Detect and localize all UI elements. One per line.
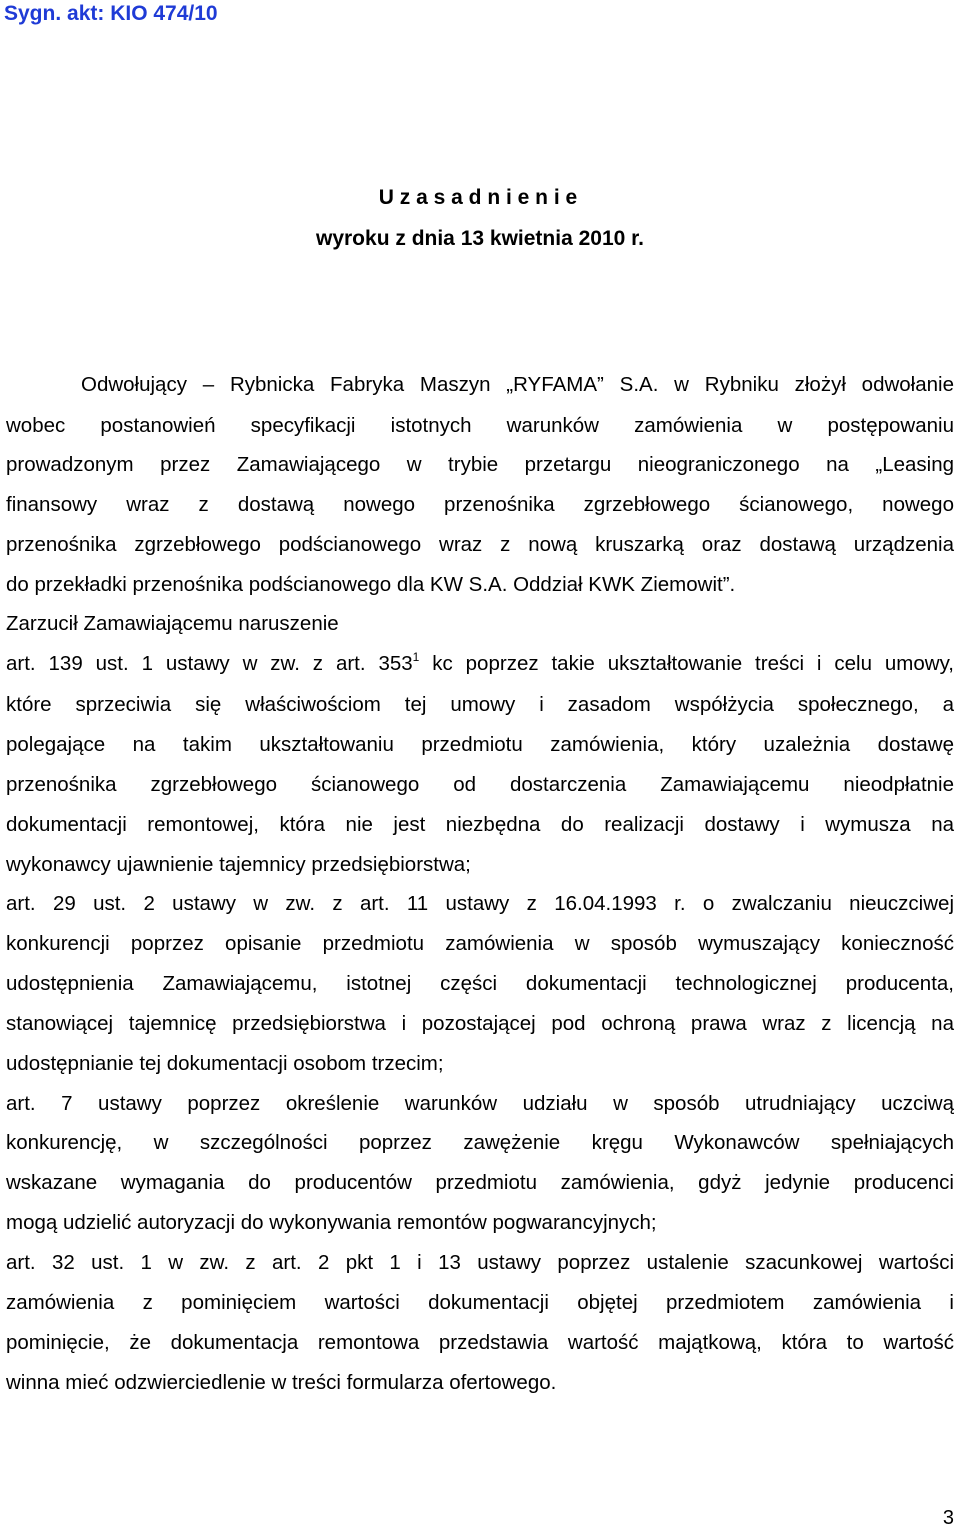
document-subtitle: wyroku z dnia 13 kwietnia 2010 r. bbox=[316, 227, 644, 250]
body-line: konkurencji poprzez opisanie przedmiotu zamówienia w sposób wymuszający konieczność bbox=[6, 932, 954, 955]
body-line: polegające na takim ukształtowaniu przedmiotu zamówienia, który uzależnia dostawę bbox=[6, 733, 954, 756]
body-line: Odwołujący – Rybnicka Fabryka Maszyn „RYFAMA” S.A. w Rybniku złożył odwołanie bbox=[81, 373, 954, 396]
body-line: art. 139 ust. 1 ustawy w zw. z art. $353^1$ kc poprzez takie ukształtowanie treści i celu umowy, bbox=[6, 650, 954, 675]
body-line: art. 7 ustawy poprzez określenie warunków udziału w sposób utrudniający uczciwą bbox=[6, 1092, 954, 1115]
body-line: konkurencję, w szczególności poprzez zawężenie kręgu Wykonawców spełniających bbox=[6, 1131, 954, 1154]
body-line: udostępnienia Zamawiającemu, istotnej części dokumentacji technologicznej producenta, bbox=[6, 972, 954, 995]
body-line: Zarzucił Zamawiającemu naruszenie bbox=[6, 612, 339, 635]
body-line: mogą udzielić autoryzacji do wykonywania remontów pogwarancyjnych; bbox=[6, 1211, 657, 1234]
document-title: U z a s a d n i e n i e bbox=[378, 186, 578, 209]
body-line: stanowiącej tajemnicę przedsiębiorstwa i pozostającej pod ochroną prawa wraz z licencją na bbox=[6, 1012, 954, 1035]
body-line: przenośnika zgrzebłowego podścianowego wraz z nową kruszarką oraz dostawą urządzenia bbox=[6, 533, 954, 556]
body-line: dokumentacji remontowej, która nie jest niezbędna do realizacji dostawy i wymusza na bbox=[6, 813, 954, 836]
body-line: pominięcie, że dokumentacja remontowa przedstawia wartość majątkową, która to wartość bbox=[6, 1331, 954, 1354]
body-line: które sprzeciwia się właściwościom tej umowy i zasadom współżycia społecznego, a bbox=[6, 693, 954, 716]
body-line: zamówienia z pominięciem wartości dokumentacji objętej przedmiotem zamówienia i bbox=[6, 1291, 954, 1314]
body-line: art. 32 ust. 1 w zw. z art. 2 pkt 1 i 13 ustawy poprzez ustalenie szacunkowej wartości bbox=[6, 1251, 954, 1274]
body-line: wykonawcy ujawnienie tajemnicy przedsiębiorstwa; bbox=[6, 853, 471, 876]
body-line: prowadzonym przez Zamawiającego w trybie przetargu nieograniczonego na „Leasing bbox=[6, 453, 954, 476]
body-line: art. 29 ust. 2 ustawy w zw. z art. 11 ustawy z 16.04.1993 r. o zwalczaniu nieuczciwej bbox=[6, 892, 954, 915]
body-line: do przekładki przenośnika podścianowego dla KW S.A. Oddział KWK Ziemowit”. bbox=[6, 573, 736, 596]
page-number: 3 bbox=[942, 1507, 954, 1529]
body-line: udostępnianie tej dokumentacji osobom trzecim; bbox=[6, 1052, 444, 1075]
case-signature: Sygn. akt: KIO 474/10 bbox=[4, 2, 218, 25]
body-line: wskazane wymagania do producentów przedmiotu zamówienia, gdyż jedynie producenci bbox=[6, 1171, 954, 1194]
body-line: finansowy wraz z dostawą nowego przenośnika zgrzebłowego ścianowego, nowego bbox=[6, 493, 954, 516]
body-line: winna mieć odzwierciedlenie w treści formularza ofertowego. bbox=[6, 1371, 557, 1394]
body-line: przenośnika zgrzebłowego ścianowego od dostarczenia Zamawiającemu nieodpłatnie bbox=[6, 773, 954, 796]
superscript: 1 bbox=[412, 650, 420, 664]
body-line: wobec postanowień specyfikacji istotnych warunków zamówienia w postępowaniu bbox=[6, 414, 954, 437]
